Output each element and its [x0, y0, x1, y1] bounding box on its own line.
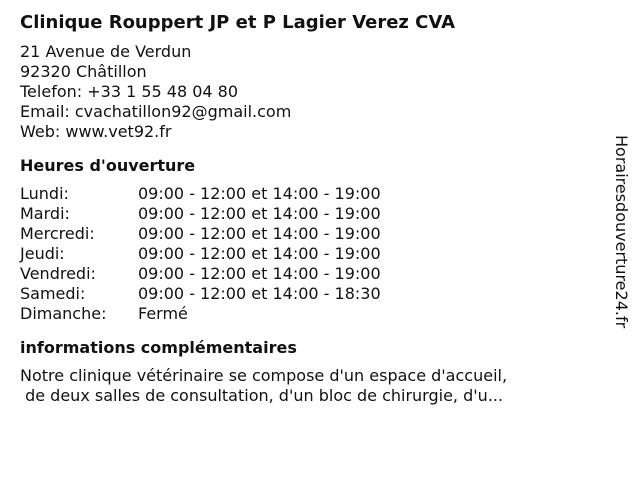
day-label: Jeudi:: [20, 244, 65, 263]
hours-row-thursday: [20, 244, 610, 264]
hours-row-friday: [20, 264, 610, 284]
time-range: 09:00 - 12:00 et 14:00 - 19:00: [138, 264, 381, 283]
time-range: 09:00 - 12:00 et 14:00 - 19:00: [138, 184, 381, 203]
time-range: 09:00 - 12:00 et 14:00 - 19:00: [138, 244, 381, 263]
opening-hours: [20, 156, 610, 324]
description-line-2: de deux salles de consultation, d'un bloc de chirurgie, d'u...: [20, 386, 504, 405]
time-range: Fermé: [138, 304, 188, 323]
email-line: Email: cvachatillon92@gmail.com: [20, 102, 292, 121]
opening-hours-heading: Heures d'ouverture: [20, 156, 196, 175]
hours-row-wednesday: [20, 224, 610, 244]
day-label: Samedi:: [20, 284, 86, 303]
hours-row-monday: [20, 184, 610, 204]
time-range: 09:00 - 12:00 et 14:00 - 19:00: [138, 224, 381, 243]
site-watermark: Horairesdouverture24.fr: [612, 135, 631, 329]
contact-block: [20, 42, 610, 142]
address-line-1: 21 Avenue de Verdun: [20, 42, 192, 61]
day-label: Vendredi:: [20, 264, 96, 283]
additional-info-heading: informations complémentaires: [20, 338, 297, 357]
day-label: Lundi:: [20, 184, 69, 203]
day-label: Mardi:: [20, 204, 70, 223]
hours-row-saturday: [20, 284, 610, 304]
time-range: 09:00 - 12:00 et 14:00 - 19:00: [138, 204, 381, 223]
clinic-card: [20, 12, 610, 406]
hours-row-sunday: [20, 304, 610, 324]
address-line-2: 92320 Châtillon: [20, 62, 147, 81]
day-label: Mercredi:: [20, 224, 95, 243]
additional-info: [20, 338, 610, 406]
phone-line: Telefon: +33 1 55 48 04 80: [20, 82, 239, 101]
clinic-name: Clinique Rouppert JP et P Lagier Verez CVA: [20, 12, 456, 33]
web-line: Web: www.vet92.fr: [20, 122, 172, 141]
day-label: Dimanche:: [20, 304, 107, 323]
hours-row-tuesday: [20, 204, 610, 224]
time-range: 09:00 - 12:00 et 14:00 - 18:30: [138, 284, 381, 303]
description-line-1: Notre clinique vétérinaire se compose d'un espace d'accueil,: [20, 366, 508, 385]
